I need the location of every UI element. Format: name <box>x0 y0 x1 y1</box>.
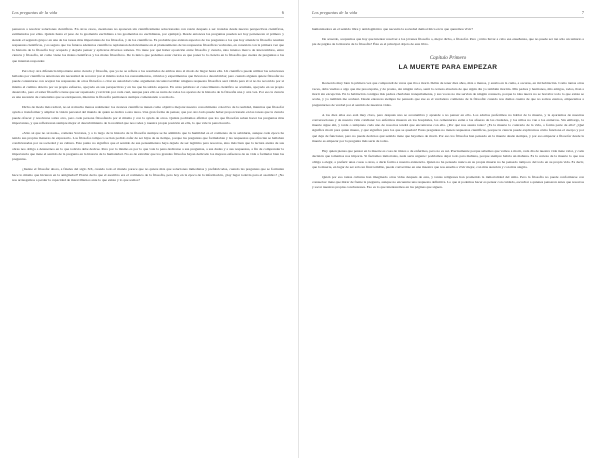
left-paragraph-4: «Sólo sé que no sé nada», comenta Sócrates, y a lo largo de la historia de la filosofía siempre se ha admitido que la humildad es el comienzo de la sabiduría, aunque cada época ha tenido sus propias maneras de expresarlo. Los filósofos tampoco se han podido zafar de ser hijos de su tiempo, porque las preguntas que formulaban y las respuestas que ofrecían se hallaban condicionadas por su sociedad y su cultura. Este punto no significa que el sentido de sus pensamientos haya dejado de ser legítimo para nosotros, sino más bien que la lectura atenta de sus obras nos obliga a detenernos en lo que todavía debe decirse. Pero por lo mismo es por lo que vale la pena dedicarse a sus preguntas, a sus dudas y a sus respuestas, a fin de comprender la importancia que tiene el sentido de la pregunta en la historia de la humanidad. No es de extrañar que los grandes filósofos hayan dedicado los mejores esfuerzos de su vida a formular bien las preguntas. <box>12 130 284 162</box>
right-running-head: Los preguntas de la vida <box>312 10 358 15</box>
left-paragraph-1: pensaron a resolver soluciones científicas. En otros casos, cuestiones no aparecen sin científicamente solucionadas con razón después a ser tratadas desde nuevas perspectivas científicas, estimulados por ellas. Quizás hasta el paso de la geometría euclidiana a las geometrías no euclidianas, por ejemplo). Desde entonces las preguntas pueden ser hoy pertenecen al primero y siendo el segundo grupo: en una de las tareas más importantes de los filósofos, y de los científicos. Es probable que existan aspectos de los preguntas a los que hoy atiende la filosofía resultan respuestas científicas, y es seguro que los futuros adelantos científicos replantean decisivamente en el planteamiento de las respuestas filosóficas vecinales, en conexión con la primera vez que la historia de la filosofía hoy ocupada y alejada pensar y aplicarse diversos saberes. No tiene por qué haber oposición entre filosofía y ciencia, sino intenso marco de intercambios, entre ciencia y filosofía, tal como viene los males científicos y los males filosóficos. De lo único que podemos estar ciertos es que poner lo la ciencia en la filosofía que cuenta de preguntas a las que intentan responder. <box>12 27 284 63</box>
right-intro-paragraph-1: humanizadora en el sentido libre y antidogmático que necesita la sociedad democrática en la que queremos vivir? <box>312 27 473 31</box>
left-paragraph-3: Dicho de modo más radical, no sé si mucho menos realmente: los avances científicos tienen como objetivo mejorar nuestro conocimiento colectivo de la realidad, mientras que filosofar ayuda a transformar y ampliar la visión personal del mundo de quien se dedica a esta tarea. Una gran forma de pensar, que por otro lado puede haber proporcionado en las tareas que la ciencia puede ofrecer y resolverse sobre otro, pero cada persona filosofando por sí misma y con la ayuda de otros. Quizás podríamos afirmar que los que filosofan saben hacer las preguntas más importantes, y que reflexionan siempre mejor al descubrimiento de la realidad que nos rodea y nuestra propia posición en ella, lo que vale la pena hacerlo. <box>12 105 284 125</box>
right-paragraph-3: Hay quien piensa que pensar en la muerte es cosa de tristes o de enfermos, pero no es así. Precisamente porque sabemos que vamos a morir, cada día de nuestra vida tiene valor, y cada decisión que tomamos nos importa. Si fuéramos inmortales, nada sería urgente: podríamos dejar todo para mañana, porque siempre habría un mañana. Es la certeza de la muerte lo que nos obliga a elegir, a preferir unas cosas a otras, a darle forma a nuestra existencia. Quien no ha pensado nunca en su propia muerte no ha pensado tampoco del todo en su propia vida. Es decir, que la muerte, en lugar de ser sólo un final temible, puede convertirse en una maestra que nos enseña a vivir mejor, con más atención y con más alegría. <box>312 148 584 169</box>
right-paragraph-1: Recuerdo muy bien la primera vez que comprendí de veras que iba a morir. Debía de tener diez años, más o menos, y estaba en la cama, a oscuras, en mi habitación. Como tantas otras veces, daba vueltas a algo que me preocupaba, y de pronto, sin ningún aviso, sentí la certeza absoluta de que algún día yo también moriría. Mis padres y hermanos, mis amigos, todos, iban a morir sin excepción. En la habitación contigua mis padres charlaban tranquilamente, y sus voces no me servían de ningún consuelo, porque la idea nueva no se borraba: todo lo que existe se acaba, y yo también me acabaré. Desde entonces siempre he pensado que ése es el verdadero comienzo de la filosofía: cuando nos damos cuenta de que no somos eternos, empezamos a preguntarnos de verdad por el sentido de nuestras vidas. <box>312 81 584 107</box>
right-page-number: 7 <box>581 10 584 15</box>
left-paragraph-5: ¿Insiste el filosofar ahora, a finales del siglo XX, cuando todo el mundo parece que no quiere más que soluciones inmediatas y prefabricadas, cuando las preguntas que se formulan hace lo mismo que hicieron en la antigüedad? Platón decía que el asombro era el comienzo de la filosofía, pero hoy en la época de la información, ¿hay lugar todavía para el asombro? ¿No nos arriesgamos a perder la capacidad de maravillarnos ante lo que existe y lo que somos? <box>12 167 284 182</box>
right-running-header <box>312 10 584 18</box>
left-page <box>0 0 292 458</box>
chapter-label: Capítulo Primero <box>429 55 467 62</box>
left-paragraph-2: Pero hoy otra diferencia importante entre ciencia y filosofía, que ya no se refiere a los resultados de ambos sino al modo de llegar hasta ella. Un científico puede utilizar las soluciones halladas por científicos anteriores sin necesidad de recorrer por sí mismo todos los razonamientos, cálculos y experimentos que llevaron a descubrirlas; pero cuando alguien quiere filosofar no puede contentarse con aceptar las respuestas de otros filósofos o citar su autoridad como argumento incontrovertible: ninguna respuesta filosófica será válida para él si no ha recorrido por sí mismo el camino abierto por su propio esfuerzo, apoyado en sus perspectivas y en las que ha sabido esperar. En otras palabras: el conocimiento científico se acumula, apoyado en su propio desarrollo, pero el saber filosófico tiene que ser repensado y revivido por cada cual, aunque para ello se nutra de todos los aportes de la historia de la filosofía una y otra vez. Por eso la ciencia es una sucesión de contenidos que se enriquecen, mientras la filosofía permanece siempre comenzando a su modo. <box>12 68 284 100</box>
left-page-number: 6 <box>281 10 284 15</box>
page-gutter <box>298 0 299 458</box>
right-paragraph-4: Quizá por eso tantas culturas han imaginado otras vidas después de esta, y tantas religiones han prometido la inmortalidad del alma. Pero la filosofía no puede conformarse con consuelos: tiene que mirar de frente la pregunta, aunque no encuentre una respuesta definitiva. Lo que sí podemos hacer es pensar con cuidado, escuchar a quienes pensaron antes que nosotros y sacar nuestras propias conclusiones. Eso es lo que intentaremos en las páginas que siguen. <box>312 174 584 190</box>
right-paragraph-2: A los diez años eso está muy claro, pero después uno se acostumbra y aprende a no pensar en ello. Los adultos preferimos no hablar de la muerte, y la apartamos de nuestras conversaciones y de nuestra vida cotidiana: los enfermos mueren en los hospitales, los cementerios están a las afueras de las ciudades, y los niños no van a los entierros. Sin embargo, la muerte sigue ahí, y tarde o temprano cada uno de nosotros tendrá que encontrarse con ella. ¿Por qué nos asusta tanto? ¿Es la muerte lo contrario de la vida, o forma parte de ella? ¿Qué significa morir para quien muere, y qué significa para los que se quedan? Estas preguntas no tienen respuestas científicas, porque la ciencia puede explicarnos cómo funciona el cuerpo y por qué deja de funcionar, pero no puede decirnos qué sentido tiene que hayamos de morir. Por eso los filósofos han pensado en la muerte desde siempre, y por eso empezar a filosofar desde la muerte es empezar por la pregunta más seria de todas. <box>312 112 584 144</box>
right-page <box>304 0 596 458</box>
left-running-head: Los preguntas de la vida <box>12 10 58 15</box>
right-intro-paragraph-2: De acuerdo, aceptemos que hay que intentar resolver a los jóvenes filosofía o, mejor dicho, a filosofar. Pero ¿cómo llevar a cabo esa enseñanza, que no puede ser tan sólo un temario a pie de página de la historia de la filosofía? Éste es el principal objeto de este libro. <box>312 36 584 47</box>
left-running-header <box>12 10 284 18</box>
chapter-title: LA MUERTE PARA EMPEZAR <box>398 64 498 72</box>
